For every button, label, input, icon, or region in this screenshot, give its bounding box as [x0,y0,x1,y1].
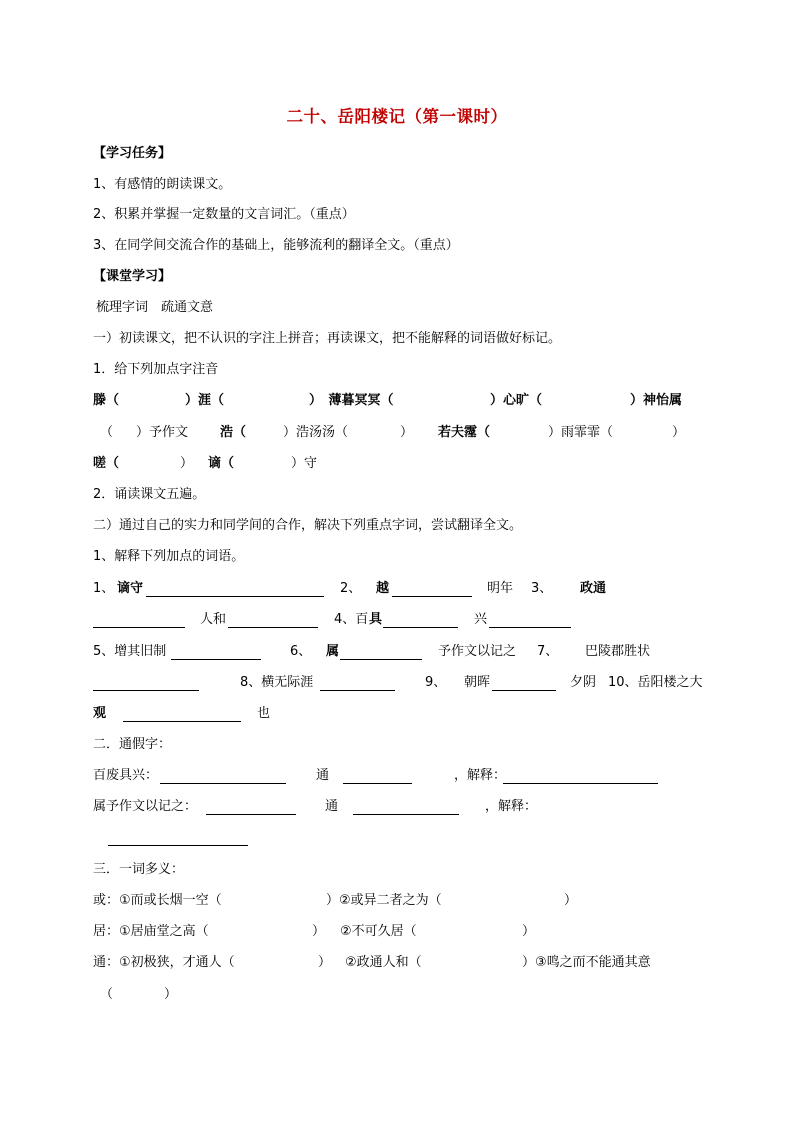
polysemy-tong-d: ）③鸣之而不能通其意 [522,955,651,970]
answer-blank[interactable] [123,708,241,722]
vocab-word-9b: 夕阴 [570,675,597,690]
answer-blank[interactable] [383,614,458,628]
answer-blank[interactable] [171,646,261,660]
answer-blank[interactable] [492,677,556,691]
vocab-num-4: 4、百 [334,612,369,627]
vocab-word-2b: 明年 [487,581,514,596]
vocab-word-1: 谪守 [117,581,144,596]
vocab-num-3: 3、 [531,581,553,596]
pinyin-row-2-b: ）予作文 [136,425,189,440]
tongjia-1-explain: ，解释： [454,768,507,783]
vocab-word-3: 政通 [580,581,607,596]
polysemy-tong-f: ） [164,987,178,1002]
pinyin-row-2-a: （ [100,425,114,440]
task-item-1: 1、有感情的朗读课文。 [93,177,232,192]
page-title: 二十、岳阳楼记（第一课时） [286,107,508,126]
tongjia-1-phrase: 百废具兴： [93,768,159,783]
part2-intro: 二）通过自己的实力和同学间的合作，解决下列重点字词，尝试翻译全文。 [93,518,523,533]
pinyin-row-2-f: 若夫霪（ [438,425,491,440]
pinyin-row-1-d: ）心旷（ [490,393,543,408]
pinyin-row-3-c: 谪（ [208,456,235,471]
vocab-word-6b: 予作文以记之 [438,644,517,659]
vocab-word-3b: 人和 [200,612,227,627]
section-heading-class: 【课堂学习】 [93,269,172,284]
answer-blank[interactable] [93,614,185,628]
vocab-num-10: 10、岳阳楼之大 [608,675,703,690]
polysemy-tong-b: ） [318,955,332,970]
answer-blank[interactable] [228,614,318,628]
answer-blank[interactable] [340,646,422,660]
answer-blank[interactable] [353,801,459,815]
vocab-word-7: 巴陵郡胜状 [585,644,651,659]
answer-blank[interactable] [206,801,296,815]
polysemy-ju-c: ②不可久居（ [340,924,417,939]
polysemy-huo-b: ）②或异二者之为（ [326,893,442,908]
polysemy-ju-d: ） [522,924,536,939]
answer-blank[interactable] [320,677,395,691]
answer-blank[interactable] [392,583,472,597]
vocab-num-7: 7、 [537,644,559,659]
pinyin-row-2-d: ）浩汤汤（ [283,425,349,440]
answer-blank[interactable] [108,832,248,846]
part2-q1: 1、解释下列加点的词语。 [93,549,245,564]
section-heading-polysemy: 三．一词多义： [93,862,185,877]
polysemy-huo-c: ） [564,893,578,908]
pinyin-row-2-h: ） [672,425,686,440]
section-heading-tongjia: 二．通假字： [93,737,172,752]
pinyin-row-3-a: 嗟（ [93,456,120,471]
polysemy-tong-a: 通：①初极狭，才通人（ [93,955,235,970]
pinyin-row-2-g: ）雨霏霏（ [548,425,614,440]
tongjia-2-phrase: 属予作文以记之： [93,799,198,814]
q2-title: 2．诵读课文五遍。 [93,487,206,502]
pinyin-row-1-a: 滕（ [93,393,120,408]
pinyin-row-1-c: ） 薄暮冥冥（ [309,393,394,408]
part1-intro: 一）初读课文，把不认识的字注上拼音；再读课文，把不能解释的词语做好标记。 [93,331,562,346]
vocab-word-4b: 兴 [474,612,488,627]
pinyin-row-2-c: 浩（ [220,425,247,440]
pinyin-row-2-e: ） [400,425,414,440]
vocab-num-8: 8、横无际涯 [240,675,314,690]
answer-blank[interactable] [93,677,199,691]
pinyin-row-1-e: ）神怡属 [630,393,683,408]
vocab-word-10b: 观 [93,706,107,721]
answer-blank[interactable] [489,614,571,628]
answer-blank[interactable] [343,770,412,784]
vocab-word-2: 越 [376,581,390,596]
polysemy-ju-a: 居：①居庙堂之高（ [93,924,209,939]
polysemy-huo-a: 或：①而或长烟一空（ [93,893,222,908]
vocab-word-6: 属 [326,644,340,659]
vocab-num-1: 1、 [93,581,115,596]
answer-blank[interactable] [160,770,286,784]
task-item-2: 2、积累并掌握一定数量的文言词汇。（重点） [93,207,355,222]
pinyin-row-3-d: ）守 [291,456,318,471]
tongjia-1-tong: 通 [316,768,330,783]
polysemy-ju-b: ） [312,924,326,939]
vocab-num-9: 9、 [425,675,447,690]
answer-blank[interactable] [503,770,658,784]
vocab-num-6: 6、 [290,644,312,659]
q1-title: 1．给下列加点字注音 [93,362,219,377]
vocab-word-10c: 也 [257,706,271,721]
vocab-num-5: 5、增其旧制 [93,644,167,659]
polysemy-tong-c: ②政通人和（ [345,955,422,970]
polysemy-tong-e: （ [100,987,114,1002]
pinyin-row-3-b: ） [180,456,194,471]
vocab-word-4: 具 [369,612,383,627]
tongjia-2-tong: 通 [325,799,339,814]
pinyin-row-1-b: ）涯（ [185,393,225,408]
subheading: 梳理字词 疏通文意 [96,300,214,315]
vocab-num-2: 2、 [340,581,362,596]
answer-blank[interactable] [146,583,324,597]
task-item-3: 3、在同学间交流合作的基础上，能够流利的翻译全文。（重点） [93,238,459,253]
section-heading-tasks: 【学习任务】 [93,146,172,161]
vocab-word-9: 朝晖 [464,675,491,690]
tongjia-2-explain: ，解释： [485,799,538,814]
